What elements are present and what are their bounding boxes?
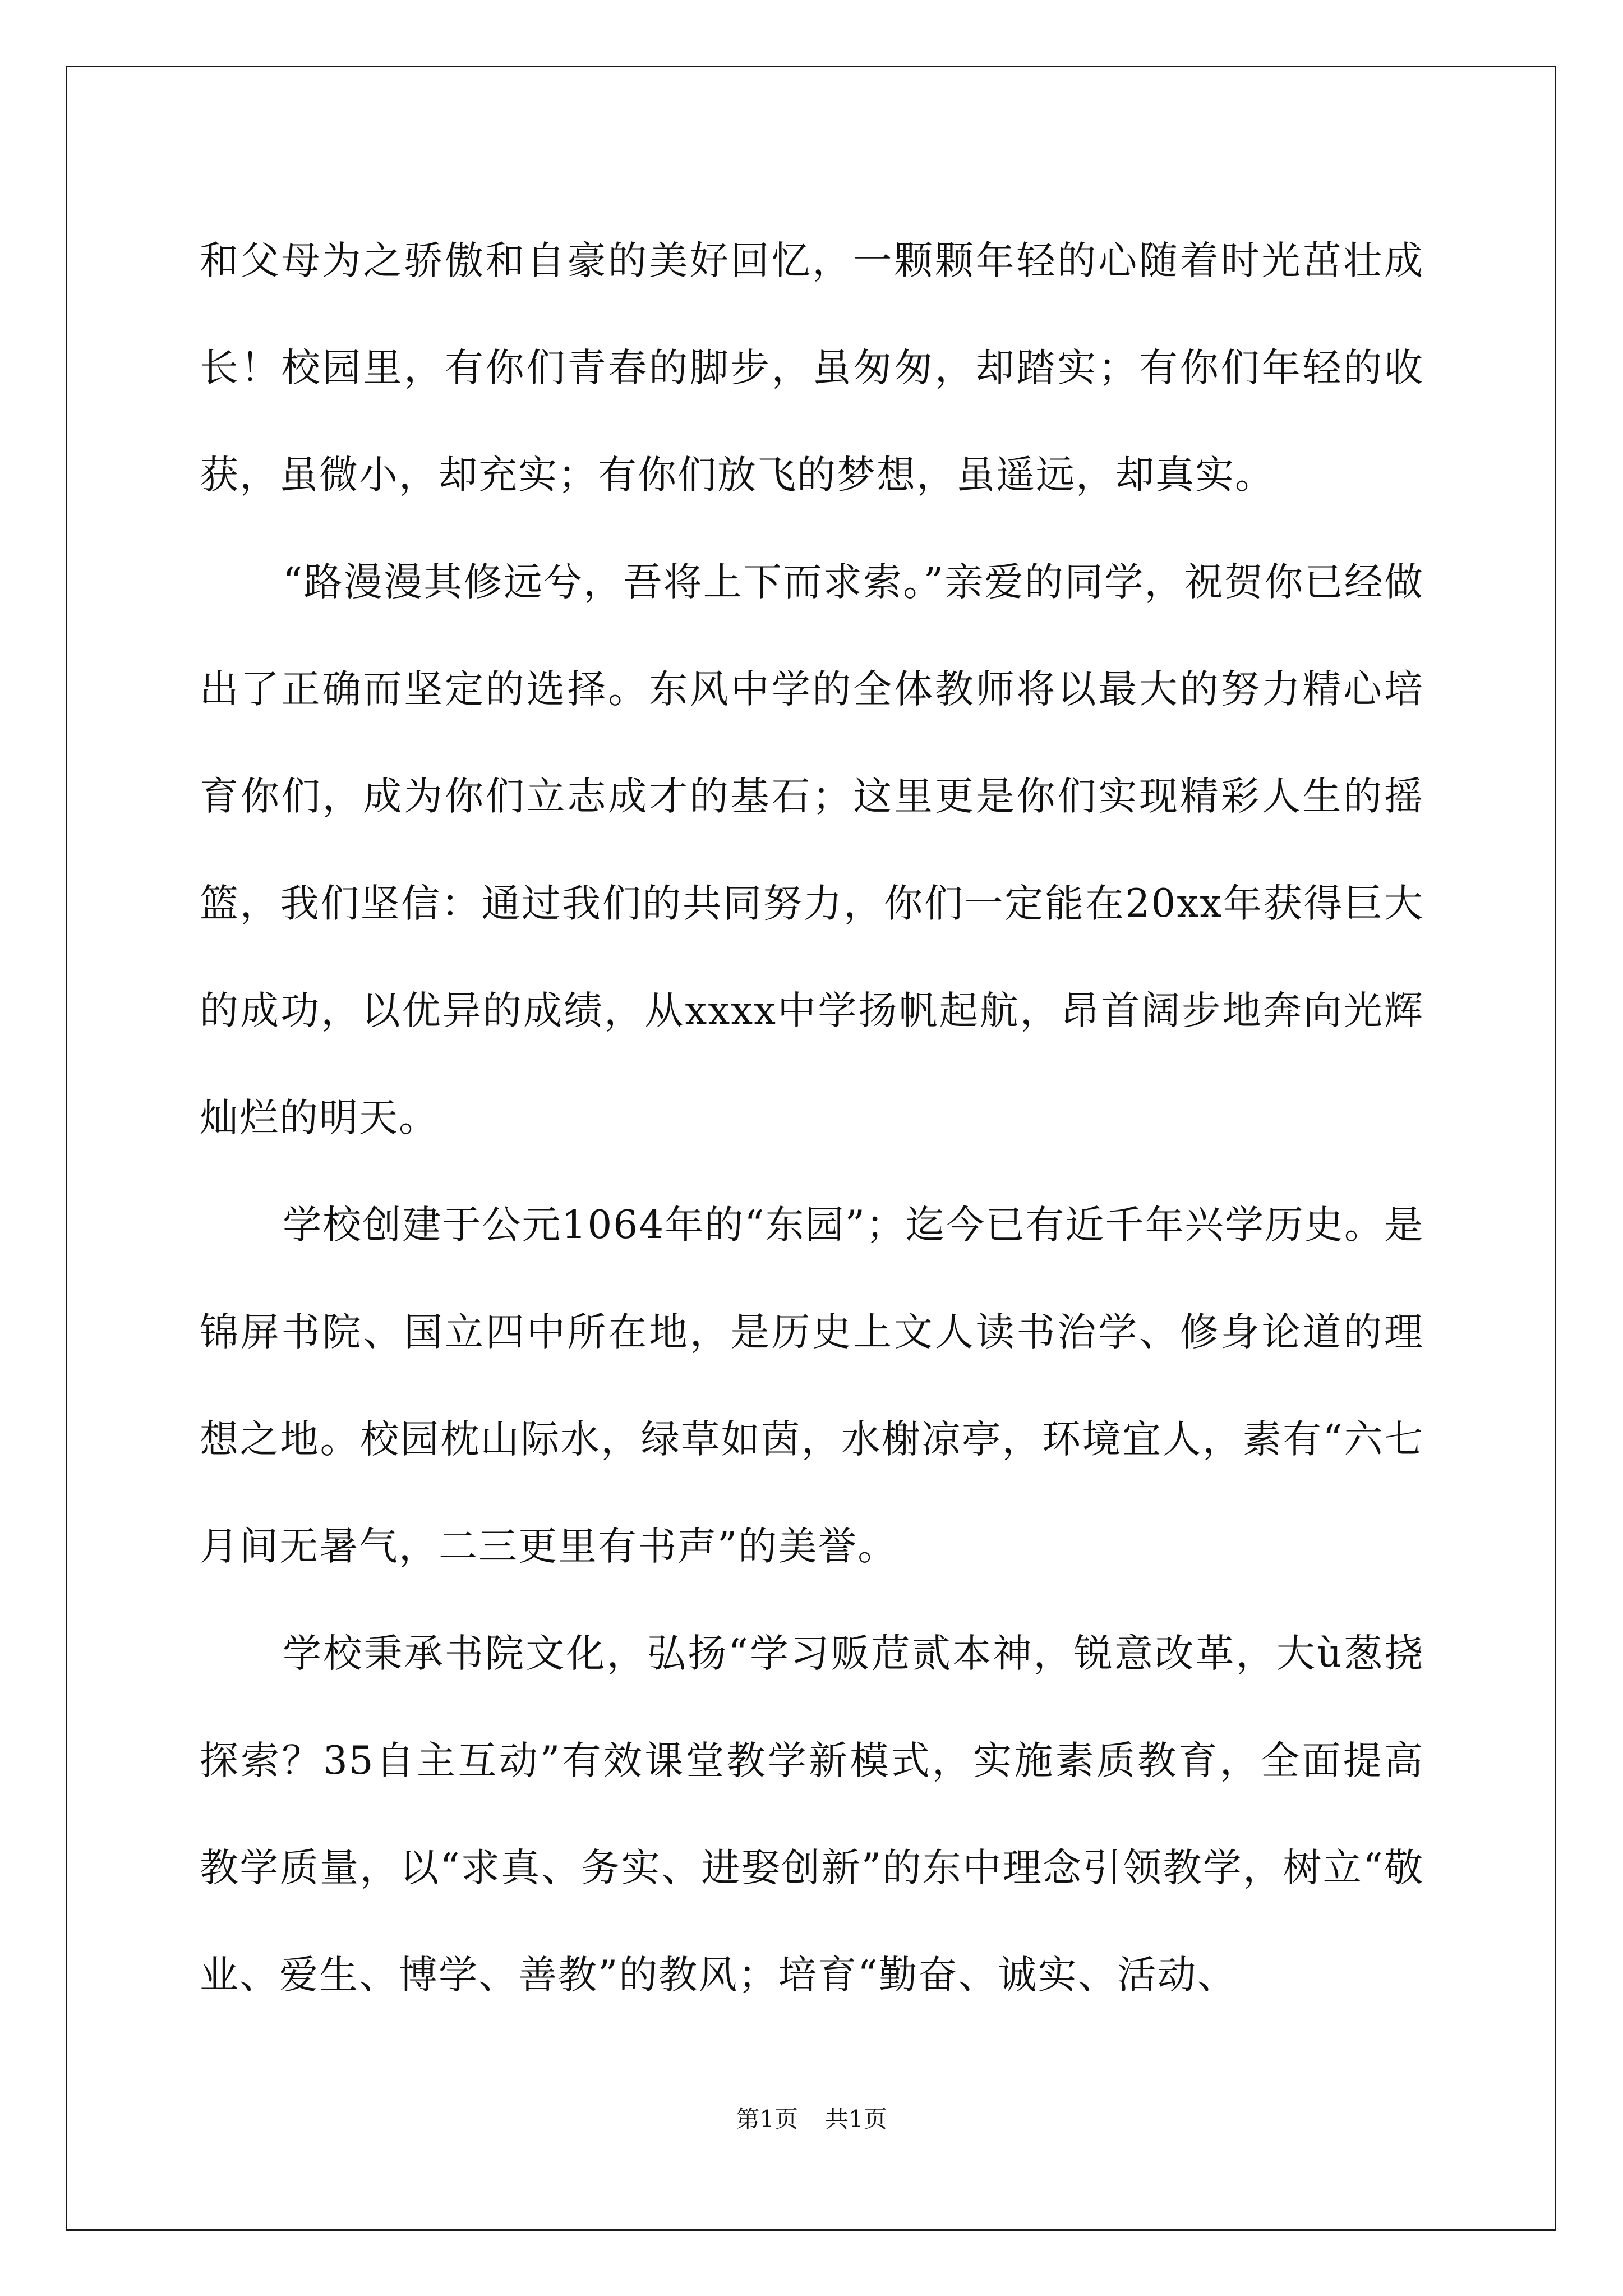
document-body [200, 208, 1424, 2029]
page-total: 共1页 [825, 2105, 887, 2133]
paragraph-1: 和父母为之骄傲和自豪的美好回忆，一颗颗年轻的心随着时光茁壮成长！校园里，有你们青春的脚步，虽匆匆，却踏实；有你们年轻的收获，虽微小，却充实；有你们放飞的梦想，虽遥远，却真实。 [200, 238, 1424, 498]
page-footer [0, 2101, 1623, 2134]
paragraph-2: “路漫漫其修远兮，吾将上下而求索。”亲爱的同学，祝贺你已经做出了正确而坚定的选择。东风中学的全体教师将以最大的努力精心培育你们，成为你们立志成才的基石；这里更是你们实现精彩人生的摇篮，我们坚信：通过我们的共同努力，你们一定能在20xx年获得巨大的成功，以优异的成绩，从xxxx中学扬帆起航，昂首阔步地奔向光辉灿烂的明天。 [200, 560, 1424, 1140]
paragraph-4: 学校秉承书院文化，弘扬“学习贩苊贰本神，锐意改革，大ù葱挠探索？35自主互动”有效课堂教学新模式，实施素质教育，全面提高教学质量，以“求真、务实、进娶创新”的东中理念引领教学，树立“敬业、爱生、博学、善教”的教风；培育“勤奋、诚实、活动、 [200, 1631, 1424, 1998]
paragraph-3: 学校创建于公元1064年的“东园”；迄今已有近千年兴学历史。是锦屏书院、国立四中所在地，是历史上文人读书治学、修身论道的理想之地。校园枕山际水，绿草如茵，水榭凉亭，环境宜人，素有“六七月间无暑气，二三更里有书声”的美誉。 [200, 1203, 1424, 1569]
page-number: 第1页 [736, 2105, 798, 2133]
